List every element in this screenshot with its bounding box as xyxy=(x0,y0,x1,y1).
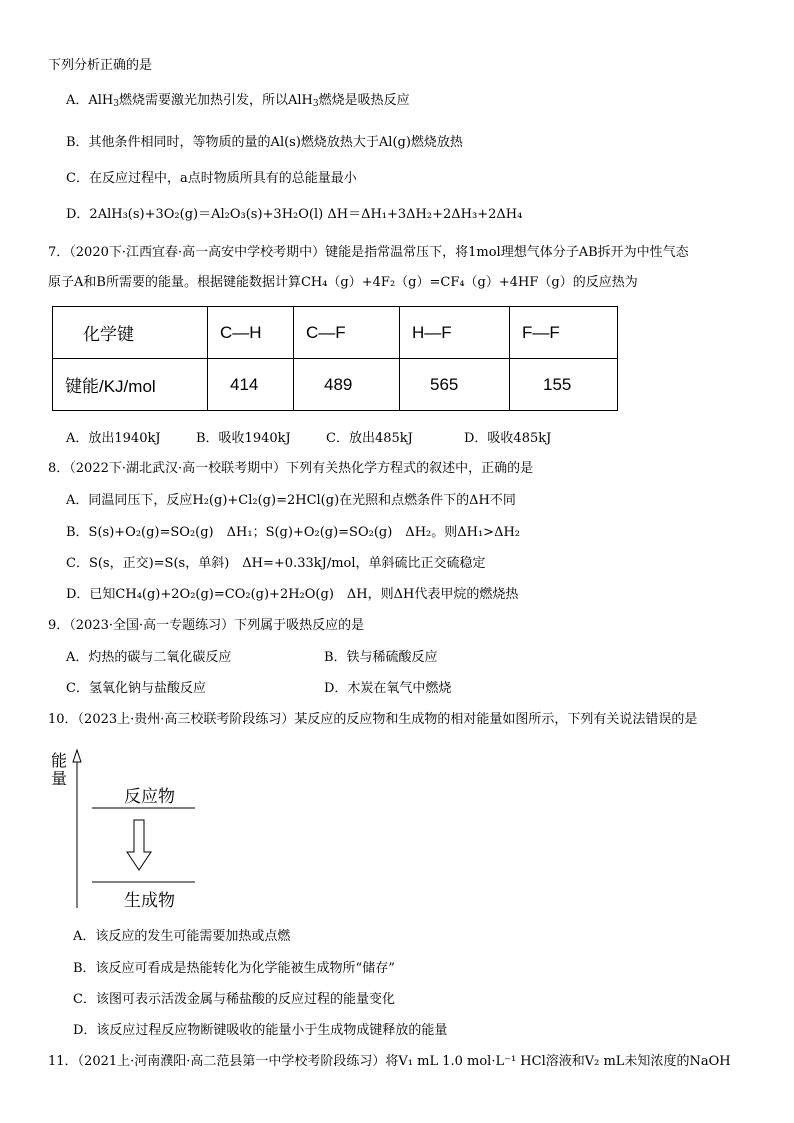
table-row xyxy=(53,359,618,411)
axis-arrow-head xyxy=(73,750,81,762)
q10-option-b: B．该反应可看成是热能转化为化学能被生成物所“储存” xyxy=(73,961,395,976)
reactant-label: 反应物 xyxy=(124,787,175,807)
table-header-cell: F—F xyxy=(510,307,618,359)
table-cell: 键能/KJ/mol xyxy=(53,359,208,411)
table-row xyxy=(53,307,618,359)
q10-stem: 10．（2023上·贵州·高三校联考阶段练习）某反应的反应物和生成物的相对能量如图所示，下列有关说法错误的是 xyxy=(48,712,698,727)
q7-stem-line2: 原子A和B所需要的能量。根据键能数据计算CH₄（g）+4F₂（g）=CF₄（g）+4HF（g）的反应热为 xyxy=(48,275,638,290)
q8-option-a: A．同温同压下，反应H₂(g)+Cl₂(g)=2HCl(g)在光照和点燃条件下的ΔH不同 xyxy=(66,493,516,508)
q8-option-c: C．S(s，正交)=S(s，单斜) ΔH=+0.33kJ/mol，单斜硫比正交硫稳定 xyxy=(66,556,486,571)
q7-option-d: D．吸收485kJ xyxy=(464,431,552,446)
q9-stem: 9．（2023·全国·高一专题练习）下列属于吸热反应的是 xyxy=(48,618,365,633)
q6-option-a-sub2: 3 xyxy=(312,99,319,109)
q9-option-a: A．灼热的碳与二氧化碳反应 xyxy=(66,650,232,665)
q9-option-d: D．木炭在氧气中燃烧 xyxy=(324,681,452,696)
q8-option-d: D．已知CH₄(g)+2O₂(g)=CO₂(g)+2H₂O(g) ΔH，则ΔH代表甲烷的燃烧热 xyxy=(66,587,519,602)
q9-option-c: C．氢氧化钠与盐酸反应 xyxy=(66,681,206,696)
energy-diagram xyxy=(40,748,220,918)
q6-stem: 下列分析正确的是 xyxy=(48,58,153,73)
q8-option-b: B．S(s)+O₂(g)=SO₂(g) ΔH₁；S(g)+O₂(g)=SO₂(g) ΔH₂。则ΔH₁>ΔH₂ xyxy=(66,525,521,540)
table-cell: 155 xyxy=(510,359,618,411)
bond-energy-table xyxy=(52,306,618,411)
q10-option-a: A．该反应的发生可能需要加热或点燃 xyxy=(73,929,291,944)
table-cell: 489 xyxy=(294,359,400,411)
energy-axis-label: 能量 xyxy=(51,751,68,788)
q7-option-b: B．吸收1940kJ xyxy=(196,431,291,446)
q7-option-a: A．放出1940kJ xyxy=(66,431,161,446)
table-header-cell: C—F xyxy=(294,307,400,359)
table-header-cell: C—H xyxy=(208,307,294,359)
table-header-cell: H—F xyxy=(400,307,510,359)
q6-option-a xyxy=(66,92,410,110)
q10-option-c: C．该图可表示活泼金属与稀盐酸的反应过程的能量变化 xyxy=(73,992,395,1007)
q6-option-c: C．在反应过程中，a点时物质所具有的总能量最小 xyxy=(66,171,357,186)
q6-option-b: B．其他条件相同时，等物质的量的Al(s)燃烧放热大于Al(g)燃烧放热 xyxy=(66,135,463,150)
q7-stem-line1: 7．（2020下·江西宜春·高一高安中学校考期中）键能是指常温常压下，将1mol理想气体分子AB拆开为中性气态 xyxy=(48,245,689,260)
table-header-cell: 化学键 xyxy=(53,307,208,359)
q6-option-a-post: 燃烧是吸热反应 xyxy=(318,93,410,108)
q6-option-a-mid: 燃烧需要激光加热引发，所以AlH xyxy=(119,93,313,108)
product-label: 生成物 xyxy=(124,891,175,911)
q10-option-d: D．该反应过程反应物断键吸收的能量小于生成物成键释放的能量 xyxy=(73,1023,448,1038)
table-cell: 565 xyxy=(400,359,510,411)
q6-option-a-sub: 3 xyxy=(113,99,120,109)
table-cell: 414 xyxy=(208,359,294,411)
q11-stem: 11．（2021上·河南濮阳·高二范县第一中学校考阶段练习）将V₁ mL 1.0 mol·L⁻¹ HCl溶液和V₂ mL未知浓度的NaOH xyxy=(48,1054,731,1069)
q8-stem: 8．（2022下·湖北武汉·高一校联考期中）下列有关热化学方程式的叙述中，正确的是 xyxy=(48,461,534,476)
q6-option-d: D．2AlH₃(s)+3O₂(g)＝Al₂O₃(s)+3H₂O(l) ΔH＝ΔH₁+3ΔH₂+2ΔH₃+2ΔH₄ xyxy=(66,207,523,222)
down-arrow-icon xyxy=(127,820,151,870)
q6-option-a-pre: A．AlH xyxy=(66,93,114,108)
q7-option-c: C．放出485kJ xyxy=(326,431,413,446)
q9-option-b: B．铁与稀硫酸反应 xyxy=(324,650,438,665)
